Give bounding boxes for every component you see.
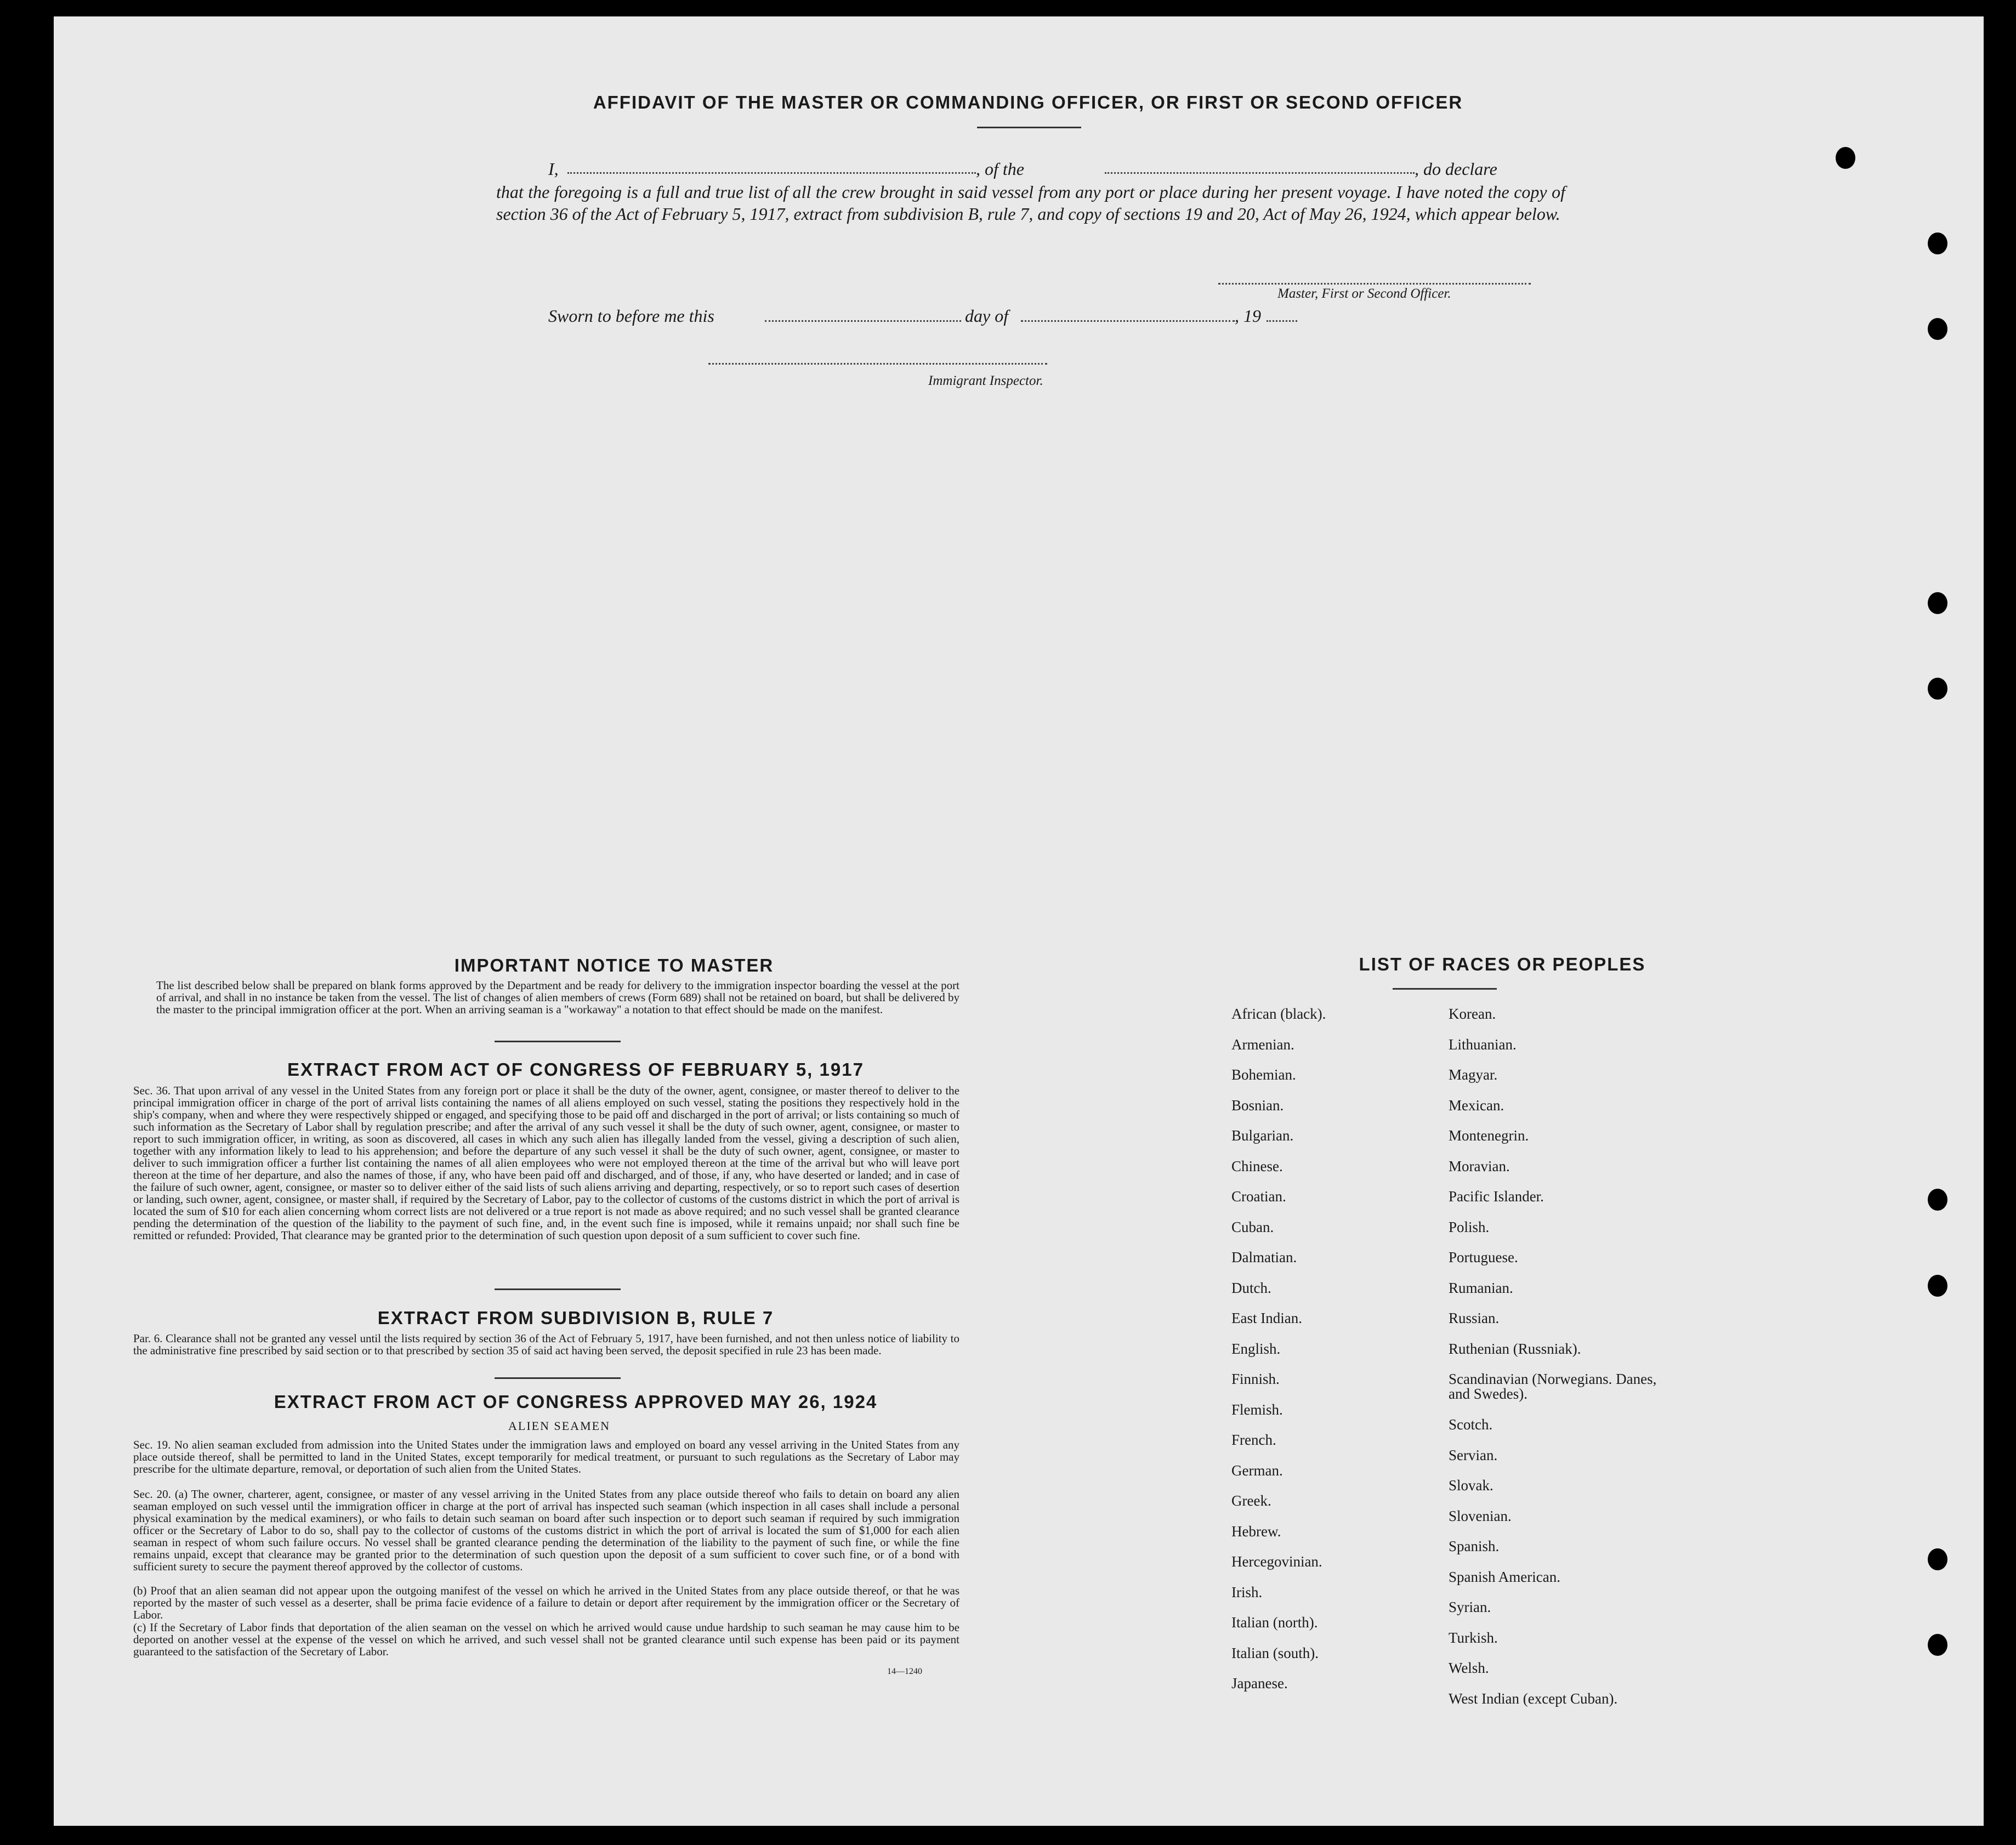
race-item: Rumanian. [1449,1279,1513,1296]
master-signature-label: Master, First or Second Officer. [1277,286,1451,301]
alien-seamen-subtitle: ALIEN SEAMEN [508,1419,610,1433]
race-item: Scotch. [1449,1416,1493,1433]
inspector-signature-line [708,363,1047,365]
sec20b-body: (b) Proof that an alien seaman did not appear upon the outgoing manifest of the vessel on which he arrived in the United States from any place outside thereof, or that he was reported by the master of such vessel as a deserter, shall be prima facie evidence of a failure to detain or deport after requirement by the immigration officer or the Secretary of Labor. [133,1584,959,1621]
extract-1924-title: EXTRACT FROM ACT OF CONGRESS APPROVED MAY 26, 1924 [274,1392,878,1412]
race-item: German. [1231,1462,1283,1479]
sec20a-body: Sec. 20. (a) The owner, charterer, agent, consignee, or master of any vessel arriving in the United States from any place outside thereof who fails to detain on board any alien seaman employed on such vessel until the immigration officer in charge at the port of arrival has inspected such seaman (which inspection in all cases shall include a personal physical examination by the medical examiners), or who fails to detain such seaman on board after such inspection or to deport such seaman if required by such immigration officer or the Secretary of Labor to do so, shall pay to the collector of customs of the customs district in which the port of arrival is located the sum of $1,000 for each alien seaman in respect of whom such failure occurs. No vessel shall be granted clearance pending the determination of the liability to the payment of such fine, or while the fine remains unpaid, except that clearance may be granted prior to the determination of such question upon the deposit of a sum sufficient to cover such fine, or of a bond with sufficient surety to secure the payment thereof approved by the collector of customs. [133,1488,959,1573]
race-item: Russian. [1449,1310,1500,1326]
race-item: Cuban. [1231,1218,1274,1235]
section-divider [495,1288,621,1290]
race-item: Syrian. [1449,1599,1491,1615]
race-item: Spanish. [1449,1538,1500,1554]
race-item: Flemish. [1231,1401,1283,1418]
races-right-column [1449,999,1679,1714]
binder-hole [1836,147,1855,169]
race-item: Irish. [1231,1583,1263,1600]
extract-1917-title: EXTRACT FROM ACT OF CONGRESS OF FEBRUARY 5, 1917 [287,1059,864,1080]
binder-hole [1928,1548,1947,1570]
master-signature-line [1218,283,1531,285]
race-item: Portuguese. [1449,1249,1518,1265]
sec19-body: Sec. 19. No alien seaman excluded from admission into the United States under the immigration laws and employed on board any vessel arriving in the United States from any place outside thereof, shall be permitted to land in the United States, except temporarily for medical treatment, or pursuant to such regulations as the Secretary of Labor may prescribe for the ultimate departure, removal, or deportation of such alien from the United States. [133,1438,959,1475]
race-item: West Indian (except Cuban). [1449,1690,1618,1707]
race-item: Magyar. [1449,1066,1498,1083]
race-item: Montenegrin. [1449,1127,1529,1144]
race-item: Spanish American. [1449,1568,1560,1585]
sec20c-body: (c) If the Secretary of Labor finds that deportation of the alien seaman on the vessel on which he arrived would cause undue hardship to such seaman he may cause him to be deported on another vessel at the expense of the vessel on which he arrived, and such vessel shall not be granted clearance until such expense has been paid or its payment guaranteed to the satisfaction of the Secretary of Labor. [133,1621,959,1658]
notice-body: The list described below shall be prepared on blank forms approved by the Department and be ready for delivery to the immigration inspector boarding the vessel at the port of arrival, and shall in no instance be taken from the vessel. The list of changes of alien members of crews (Form 689) shall not be retained on board, but shall be delivered by the master to the principal immigration officer at the port. When an arriving seaman is a "workaway" a notation to that effect should be made on the manifest. [156,979,959,1016]
race-item: Slovak. [1449,1477,1493,1494]
race-item: Italian (south). [1231,1644,1319,1661]
race-item: Croatian. [1231,1188,1286,1205]
race-item: Welsh. [1449,1660,1489,1676]
notice-title: IMPORTANT NOTICE TO MASTER [454,955,774,975]
race-item: Finnish. [1231,1371,1280,1387]
race-item: Mexican. [1449,1097,1504,1114]
binder-hole [1928,318,1947,340]
month-blank [1021,320,1235,322]
affidavit-i: I, [548,159,559,179]
binder-hole [1928,1634,1947,1656]
race-item: Dutch. [1231,1279,1271,1296]
year-label: , 19 [1235,306,1261,326]
race-item: Slovenian. [1449,1507,1512,1524]
name-blank [567,172,976,174]
race-item: French. [1231,1432,1276,1448]
races-divider [1393,988,1497,990]
race-item: Bohemian. [1231,1066,1296,1083]
race-item: Turkish. [1449,1629,1498,1646]
binder-hole [1928,592,1947,614]
binder-hole [1928,1275,1947,1297]
races-title: LIST OF RACES OR PEOPLES [1359,954,1646,974]
race-item: Polish. [1449,1218,1490,1235]
race-item: Korean. [1449,1006,1496,1022]
affidavit-of-the: , of the [976,159,1024,179]
sworn-line [548,306,1316,328]
race-item: Armenian. [1231,1036,1294,1053]
binder-hole [1928,232,1947,254]
form-number: 14—1240 [887,1667,922,1676]
race-item: Hebrew. [1231,1523,1281,1540]
race-item: Dalmatian. [1231,1249,1297,1265]
race-item: Ruthenian (Russniak). [1449,1340,1581,1357]
affidavit-line1 [493,159,1568,181]
race-item: Greek. [1231,1492,1271,1509]
binder-hole [1928,1189,1947,1211]
section-divider [495,1041,621,1042]
race-item: Bulgarian. [1231,1127,1294,1144]
binder-hole [1928,678,1947,700]
extract-1917-body: Sec. 36. That upon arrival of any vessel in the United States from any foreign port or place it shall be the duty of the owner, agent, consignee, or master thereof to deliver to the principal immigration officer in charge of the port of arrival lists containing the names of all aliens employed on such vessel, stating the positions they respectively hold in the ship's company, when and where they were respectively shipped or engaged, and specifying those to be paid off and discharged in the port of arrival; or lists containing so much of such information as the Secretary of Labor shall by regulation prescribe; and after the arrival of any such vessel it shall be the duty of such owner, agent, consignee, or master to report to such immigration officer, in writing, as soon as discovered, all cases in which any such alien has illegally landed from the vessel, giving a description of such alien, together with any information likely to lead to his apprehension; and before the departure of any such vessel it shall be the duty of such owner, agent, consignee, or master to deliver to such immigration officer a further list containing the names of all alien employees who were not employed thereon at the time of the arrival but who will leave port thereon at the time of her departure, and also the names of those, if any, who have been paid off and discharged, and of those, if any, who have deserted or landed; and in case of the failure of such owner, agent, consignee, or master so to deliver either of the said lists of such aliens arriving and departing, respectively, or so to report such cases of desertion or landing, such owner, agent, consignee, or master shall, if required by the Secretary of Labor, pay to the collector of customs of the customs district in which the port of arrival is located the sum of $10 for each alien concerning whom correct lists are not delivered or a true report is not made as above required; and no such vessel shall be granted clearance pending the determination of the question of the liability to the payment of such fine, and, in the event such fine is imposed, while it remains unpaid; nor shall such fine be remitted or refunded: Provided, That clearance may be granted prior to the determination of such question upon deposit of a sum sufficient to cover such fine. [133,1084,959,1242]
day-of-label: day of [965,306,1009,326]
race-item: Japanese. [1231,1675,1288,1691]
race-item: African (black). [1231,1006,1326,1022]
race-item: Moravian. [1449,1157,1510,1174]
race-item: Bosnian. [1231,1097,1284,1114]
race-item: Hercegovinian. [1231,1553,1322,1570]
section-divider [495,1377,621,1379]
race-item: East Indian. [1231,1310,1302,1326]
race-item: Servian. [1449,1446,1498,1463]
affidavit-title: AFFIDAVIT OF THE MASTER OR COMMANDING OFFICER, OR FIRST OR SECOND OFFICER [593,92,1463,112]
race-item: English. [1231,1340,1281,1357]
inspector-label: Immigrant Inspector. [928,373,1043,388]
race-item: Chinese. [1231,1157,1283,1174]
races-left-column [1231,999,1440,1699]
sworn-label: Sworn to before me this [548,306,714,326]
year-blank [1267,320,1297,322]
race-item: Italian (north). [1231,1614,1318,1631]
subdivision-b-body: Par. 6. Clearance shall not be granted any vessel until the lists required by section 36 of the Act of February 5, 1917, have been furnished, and not then unless notice of liability to the administrative fine prescribed by said section or to that prescribed by section 35 of said act having been served, the deposit specified in rule 23 has been made. [133,1332,959,1357]
race-item: Lithuanian. [1449,1036,1517,1053]
vessel-blank [1105,172,1415,174]
affidavit-declare: , do declare [1415,159,1497,179]
sworn-day-blank [765,320,961,322]
race-item: Pacific Islander. [1449,1188,1544,1205]
title-divider [977,127,1081,128]
subdivision-b-title: EXTRACT FROM SUBDIVISION B, RULE 7 [377,1308,774,1328]
race-item: Scandinavian (Norwegians. Danes, and Swedes). [1449,1371,1657,1402]
affidavit-body: that the foregoing is a full and true list of all the crew brought in said vessel from any port or place during her present voyage. I have noted the copy of section 36 of the Act of February 5, 1917, extract from subdivision B, rule 7, and copy of sections 19 and 20, Act of May 26, 1924, which appear below. [496,182,1565,224]
